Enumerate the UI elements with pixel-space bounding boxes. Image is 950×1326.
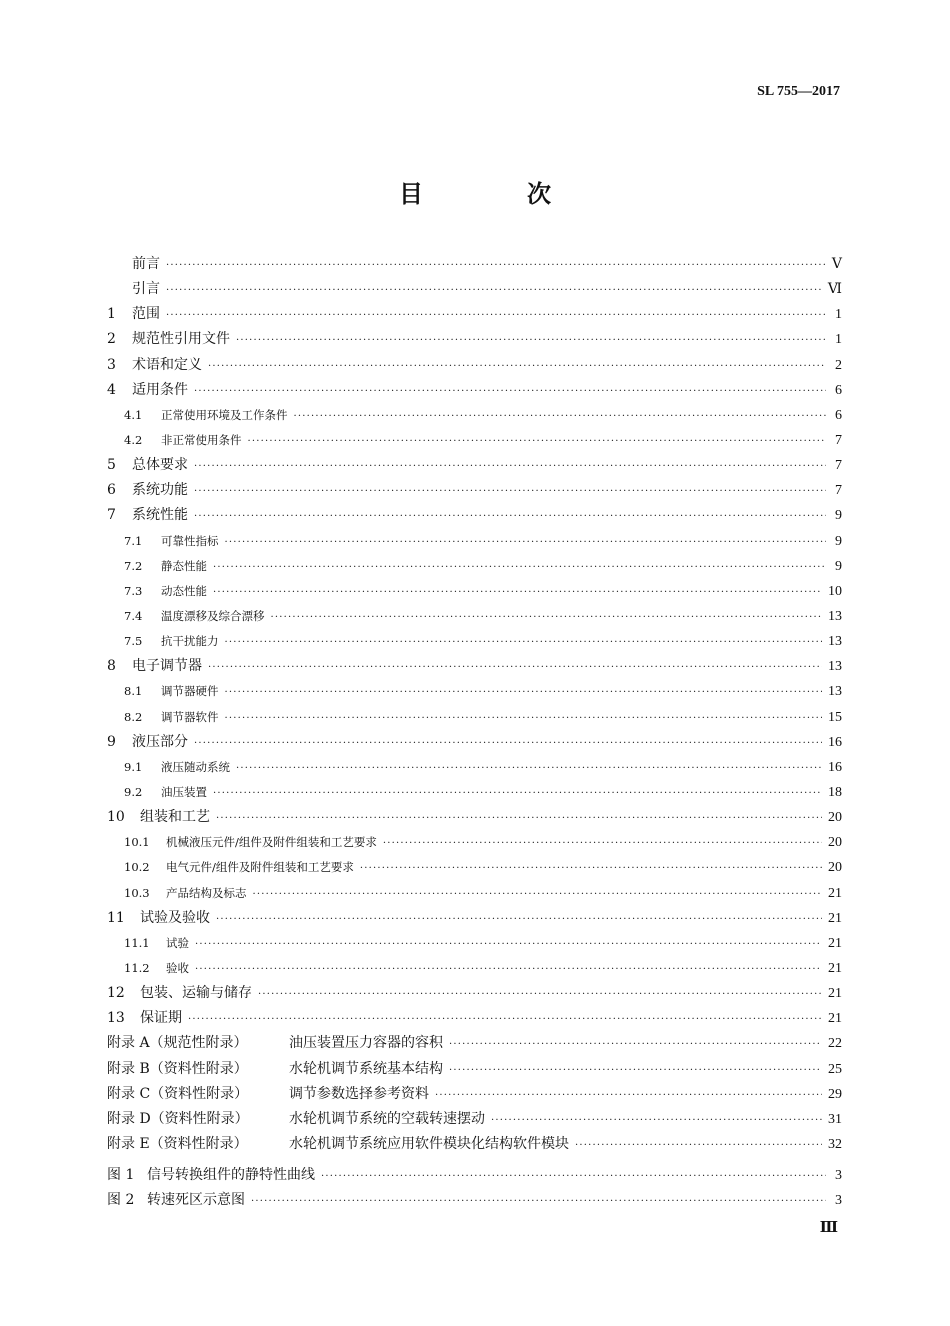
toc-entry-page: 29 [828, 1086, 842, 1102]
dot-leader [383, 831, 822, 856]
page-number: Ⅲ [819, 1220, 838, 1236]
toc-entry-page: 20 [828, 810, 842, 826]
toc-entry-number: 9.2 [124, 784, 143, 799]
toc-entry[interactable] [107, 855, 842, 880]
toc-entry[interactable] [107, 1057, 842, 1082]
toc-entry[interactable] [107, 277, 842, 302]
toc-entry-label: 规范性引用文件 [132, 331, 230, 348]
toc-entry-number: 图 2 [107, 1192, 135, 1209]
toc-entry-page: 6 [835, 407, 842, 423]
toc-entry-number: 13 [107, 1010, 125, 1027]
toc-entry-number: 11.1 [124, 935, 150, 950]
toc-entry-number: 10.3 [124, 885, 150, 900]
dot-leader [194, 454, 826, 479]
toc-entry-label: 适用条件 [132, 381, 188, 398]
toc-entry-label: 液压部分 [132, 733, 188, 750]
toc-entry-number: 附录 B（资料性附录） [107, 1060, 248, 1077]
toc-entry-page: 13 [828, 634, 842, 650]
toc-entry-page: 9 [835, 533, 842, 549]
toc-entry-page: 21 [828, 986, 842, 1002]
toc-entry-page: 20 [828, 835, 842, 851]
toc-entry-page: 13 [828, 608, 842, 624]
toc-entry-number: 附录 A（规范性附录） [107, 1035, 248, 1052]
toc-entry-label: 系统功能 [132, 482, 188, 499]
dot-leader [271, 605, 823, 630]
toc-entry-label: 正常使用环境及工作条件 [161, 407, 288, 422]
toc-entry-label: 前言 [132, 256, 160, 272]
toc-entry[interactable] [107, 629, 842, 654]
dot-leader [491, 1108, 822, 1133]
toc-entry-page: Ⅴ [831, 257, 842, 272]
toc-entry-page: 16 [828, 734, 842, 750]
dot-leader [225, 680, 823, 705]
toc-entry-number: 9.1 [124, 759, 143, 774]
dot-leader [248, 429, 827, 454]
toc-entry-label: 机械液压元件/组件及附件组装和工艺要求 [166, 835, 377, 850]
dot-leader [225, 630, 823, 655]
toc-entry-number: 4.1 [124, 407, 143, 422]
toc-entry[interactable] [107, 1188, 842, 1213]
toc-entry-page: 22 [828, 1036, 842, 1052]
toc-entry-number: 11 [107, 909, 125, 926]
page-title: 目 次 [399, 179, 591, 208]
dot-leader [449, 1032, 822, 1057]
toc-entry[interactable] [107, 1163, 842, 1188]
toc-entry-label: 保证期 [140, 1010, 182, 1027]
toc-entry[interactable] [107, 679, 842, 704]
toc-entry[interactable] [107, 327, 842, 352]
toc-entry-number: 10.1 [124, 835, 150, 850]
dot-leader [194, 504, 826, 529]
toc-entry-label: 术语和定义 [132, 356, 202, 373]
toc-entry-page: 7 [835, 458, 842, 474]
toc-entry-number: 5 [107, 457, 116, 474]
dot-leader [166, 303, 826, 328]
toc-entry-number: 11.2 [124, 960, 150, 975]
standard-code: SL 755—2017 [757, 84, 840, 99]
toc-entry-page: 13 [828, 659, 842, 675]
toc-entry-label: 总体要求 [132, 457, 188, 474]
dot-leader [213, 580, 822, 605]
toc-entry-number: 7.4 [124, 608, 143, 623]
toc-entry[interactable] [107, 252, 842, 277]
toc-entry-number: 7.5 [124, 634, 143, 649]
dot-leader [166, 278, 822, 303]
dot-leader [213, 555, 826, 580]
toc-entry[interactable] [107, 1031, 842, 1056]
toc-entry-label: 包装、运输与储存 [140, 985, 252, 1002]
dot-leader [208, 655, 822, 680]
dot-leader [575, 1133, 822, 1158]
toc-entry[interactable] [107, 730, 842, 755]
toc-entry-number: 2 [107, 331, 116, 348]
toc-entry-number: 6 [107, 482, 116, 499]
toc-entry-label: 非正常使用条件 [161, 432, 242, 447]
dot-leader [213, 781, 822, 806]
toc-entry-label: 水轮机调节系统应用软件模块化结构软件模块 [289, 1135, 569, 1152]
toc-entry-page: 9 [835, 508, 842, 524]
toc-entry-label: 可靠性指标 [161, 533, 219, 548]
toc-entry-number: 4.2 [124, 432, 143, 447]
toc-entry-number: 4 [107, 381, 116, 398]
toc-entry-page: 21 [828, 960, 842, 976]
dot-leader [236, 756, 822, 781]
toc-entry-number: 10 [107, 809, 125, 826]
toc-entry[interactable] [107, 1006, 842, 1031]
toc-entry-label: 油压装置 [161, 784, 207, 799]
toc-entry-number: 8.2 [124, 709, 143, 724]
toc-entry-page: 16 [828, 759, 842, 775]
toc-entry-number: 3 [107, 356, 116, 373]
toc-entry-page: 15 [828, 709, 842, 725]
toc-entry[interactable] [107, 302, 842, 327]
dot-leader [294, 404, 827, 429]
toc-entry-page: 21 [828, 910, 842, 926]
toc-entry-number: 7.3 [124, 583, 143, 598]
toc-entry-page: 21 [828, 935, 842, 951]
toc-entry-page: 7 [835, 483, 842, 499]
toc-entry[interactable] [107, 881, 842, 906]
dot-leader [188, 1007, 822, 1032]
toc-entry-page: 25 [828, 1061, 842, 1077]
toc-entry-number: 附录 D（资料性附录） [107, 1110, 249, 1127]
toc-entry-label: 信号转换组件的静特性曲线 [147, 1167, 315, 1184]
toc-entry-label: 电子调节器 [132, 658, 202, 675]
toc-entry-page: 7 [835, 432, 842, 448]
toc-entry-number: 8.1 [124, 684, 143, 699]
toc-entry-number: 8 [107, 658, 116, 675]
toc-entry-label: 调节器软件 [161, 709, 219, 724]
toc-entry[interactable] [107, 378, 842, 403]
dot-leader [195, 957, 822, 982]
toc-entry-label: 试验 [166, 935, 189, 950]
toc-entry-label: 验收 [166, 960, 189, 975]
toc-entry[interactable] [107, 654, 842, 679]
toc-entry-page: 31 [828, 1111, 842, 1127]
toc-entry-page: 21 [828, 1011, 842, 1027]
toc-entry-number: 附录 C（资料性附录） [107, 1085, 249, 1102]
table-of-contents [107, 252, 842, 1213]
toc-entry-label: 调节器硬件 [161, 684, 219, 699]
dot-leader [321, 1164, 826, 1189]
toc-entry-page: 2 [835, 357, 842, 373]
toc-entry-number: 7.1 [124, 533, 143, 548]
toc-entry[interactable] [107, 1082, 842, 1107]
toc-entry[interactable] [107, 830, 842, 855]
toc-entry-label: 水轮机调节系统的空载转速摆动 [289, 1110, 485, 1127]
toc-entry-label: 引言 [132, 281, 160, 298]
toc-entry-label: 动态性能 [161, 583, 207, 598]
dot-leader [251, 1189, 826, 1214]
toc-entry-label: 油压装置压力容器的容积 [289, 1035, 443, 1052]
toc-entry[interactable] [107, 1132, 842, 1157]
dot-leader [166, 253, 826, 278]
toc-entry-label: 产品结构及标志 [166, 885, 247, 900]
toc-entry-page: 3 [835, 1193, 842, 1209]
toc-entry[interactable] [107, 503, 842, 528]
toc-entry-page: 9 [835, 558, 842, 574]
toc-entry[interactable] [107, 705, 842, 730]
toc-entry-label: 组装和工艺 [140, 809, 210, 826]
dot-leader [258, 982, 822, 1007]
dot-leader [225, 530, 827, 555]
toc-entry-label: 范围 [132, 306, 160, 323]
toc-entry-label: 液压随动系统 [161, 759, 230, 774]
toc-entry-number: 10.2 [124, 860, 150, 875]
toc-entry[interactable] [107, 403, 842, 428]
toc-entry[interactable] [107, 604, 842, 629]
toc-entry-number: 7.2 [124, 558, 143, 573]
toc-entry-number: 9 [107, 733, 116, 750]
toc-entry-page: 1 [835, 332, 842, 348]
toc-entry-label: 调节参数选择参考资料 [289, 1085, 429, 1102]
toc-entry[interactable] [107, 906, 842, 931]
dot-leader [194, 731, 822, 756]
dot-leader [216, 806, 822, 831]
toc-entry-label: 静态性能 [161, 558, 207, 573]
dot-leader [253, 882, 823, 907]
toc-entry-number: 7 [107, 507, 116, 524]
dot-leader [208, 354, 826, 379]
toc-entry[interactable] [107, 353, 842, 378]
toc-entry-label: 温度漂移及综合漂移 [161, 608, 265, 623]
dot-leader [225, 706, 823, 731]
toc-entry[interactable] [107, 956, 842, 981]
toc-entry-label: 系统性能 [132, 507, 188, 524]
toc-entry-number: 12 [107, 985, 125, 1002]
toc-entry[interactable] [107, 931, 842, 956]
toc-entry-number: 图 1 [107, 1167, 135, 1184]
toc-entry[interactable] [107, 478, 842, 503]
toc-entry-page: 1 [835, 307, 842, 323]
toc-entry[interactable] [107, 554, 842, 579]
toc-entry[interactable] [107, 780, 842, 805]
dot-leader [195, 932, 822, 957]
toc-entry[interactable] [107, 1107, 842, 1132]
toc-entry-page: 18 [828, 784, 842, 800]
toc-entry-page: 6 [835, 382, 842, 398]
toc-entry-label: 水轮机调节系统基本结构 [289, 1060, 443, 1077]
toc-entry-number: 附录 E（资料性附录） [107, 1135, 248, 1152]
dot-leader [236, 328, 826, 353]
toc-entry[interactable] [107, 453, 842, 478]
dot-leader [360, 856, 822, 881]
toc-entry-label: 转速死区示意图 [147, 1192, 245, 1209]
toc-entry-page: 21 [828, 885, 842, 901]
toc-entry[interactable] [107, 981, 842, 1006]
dot-leader [435, 1083, 822, 1108]
toc-entry[interactable] [107, 428, 842, 453]
dot-leader [449, 1058, 822, 1083]
dot-leader [216, 907, 822, 932]
toc-entry-label: 抗干扰能力 [161, 634, 219, 649]
toc-entry-label: 电气元件/组件及附件组装和工艺要求 [166, 860, 354, 875]
toc-entry-page: Ⅵ [827, 282, 842, 298]
toc-entry[interactable] [107, 755, 842, 780]
toc-entry-number: 1 [107, 306, 116, 323]
toc-entry-page: 10 [828, 583, 842, 599]
toc-entry-label: 试验及验收 [140, 909, 210, 926]
toc-entry-page: 3 [835, 1168, 842, 1184]
toc-entry[interactable] [107, 805, 842, 830]
dot-leader [194, 479, 826, 504]
toc-entry[interactable] [107, 529, 842, 554]
toc-entry-page: 13 [828, 684, 842, 700]
toc-entry-page: 20 [828, 860, 842, 876]
toc-entry[interactable] [107, 579, 842, 604]
toc-entry-page: 32 [828, 1136, 842, 1152]
dot-leader [194, 379, 826, 404]
